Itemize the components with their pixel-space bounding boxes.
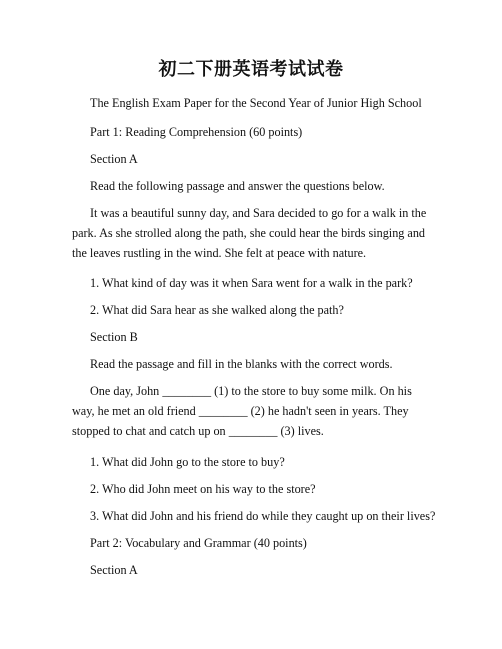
section-a-instruction: Read the following passage and answer the questions below. — [90, 179, 385, 193]
question-a1: 1. What kind of day was it when Sara went for a walk in the park? — [90, 276, 413, 290]
question-b2: 2. Who did John meet on his way to the store? — [90, 482, 316, 496]
section-b-instruction: Read the passage and fill in the blanks with the correct words. — [90, 357, 393, 371]
part2-heading: Part 2: Vocabulary and Grammar (40 points) — [90, 536, 307, 550]
section-b-heading: Section B — [90, 330, 138, 344]
page-title: 初二下册英语考试试卷 — [158, 59, 344, 80]
question-b1: 1. What did John go to the store to buy? — [90, 455, 285, 469]
question-b3: 3. What did John and his friend do while they caught up on their lives? — [90, 509, 436, 523]
cloze-passage-b: One day, John ________ (1) to the store to buy some milk. On his way, he met an old friend ________ (2) he hadn't seen in years. They stopped to chat and catch up on ________ (3) lives. — [72, 384, 412, 438]
section-a-heading: Section A — [90, 152, 138, 166]
question-a2: 2. What did Sara hear as she walked along the path? — [90, 303, 344, 317]
part1-heading: Part 1: Reading Comprehension (60 points) — [90, 125, 303, 139]
subtitle: The English Exam Paper for the Second Year of Junior High School — [90, 96, 422, 110]
section-a-heading-part2: Section A — [90, 563, 138, 577]
reading-passage-a: It was a beautiful sunny day, and Sara decided to go for a walk in the park. As she strolled along the path, she could hear the birds singing and the leaves rustling in the wind. She felt at peace with nature. — [72, 206, 427, 260]
